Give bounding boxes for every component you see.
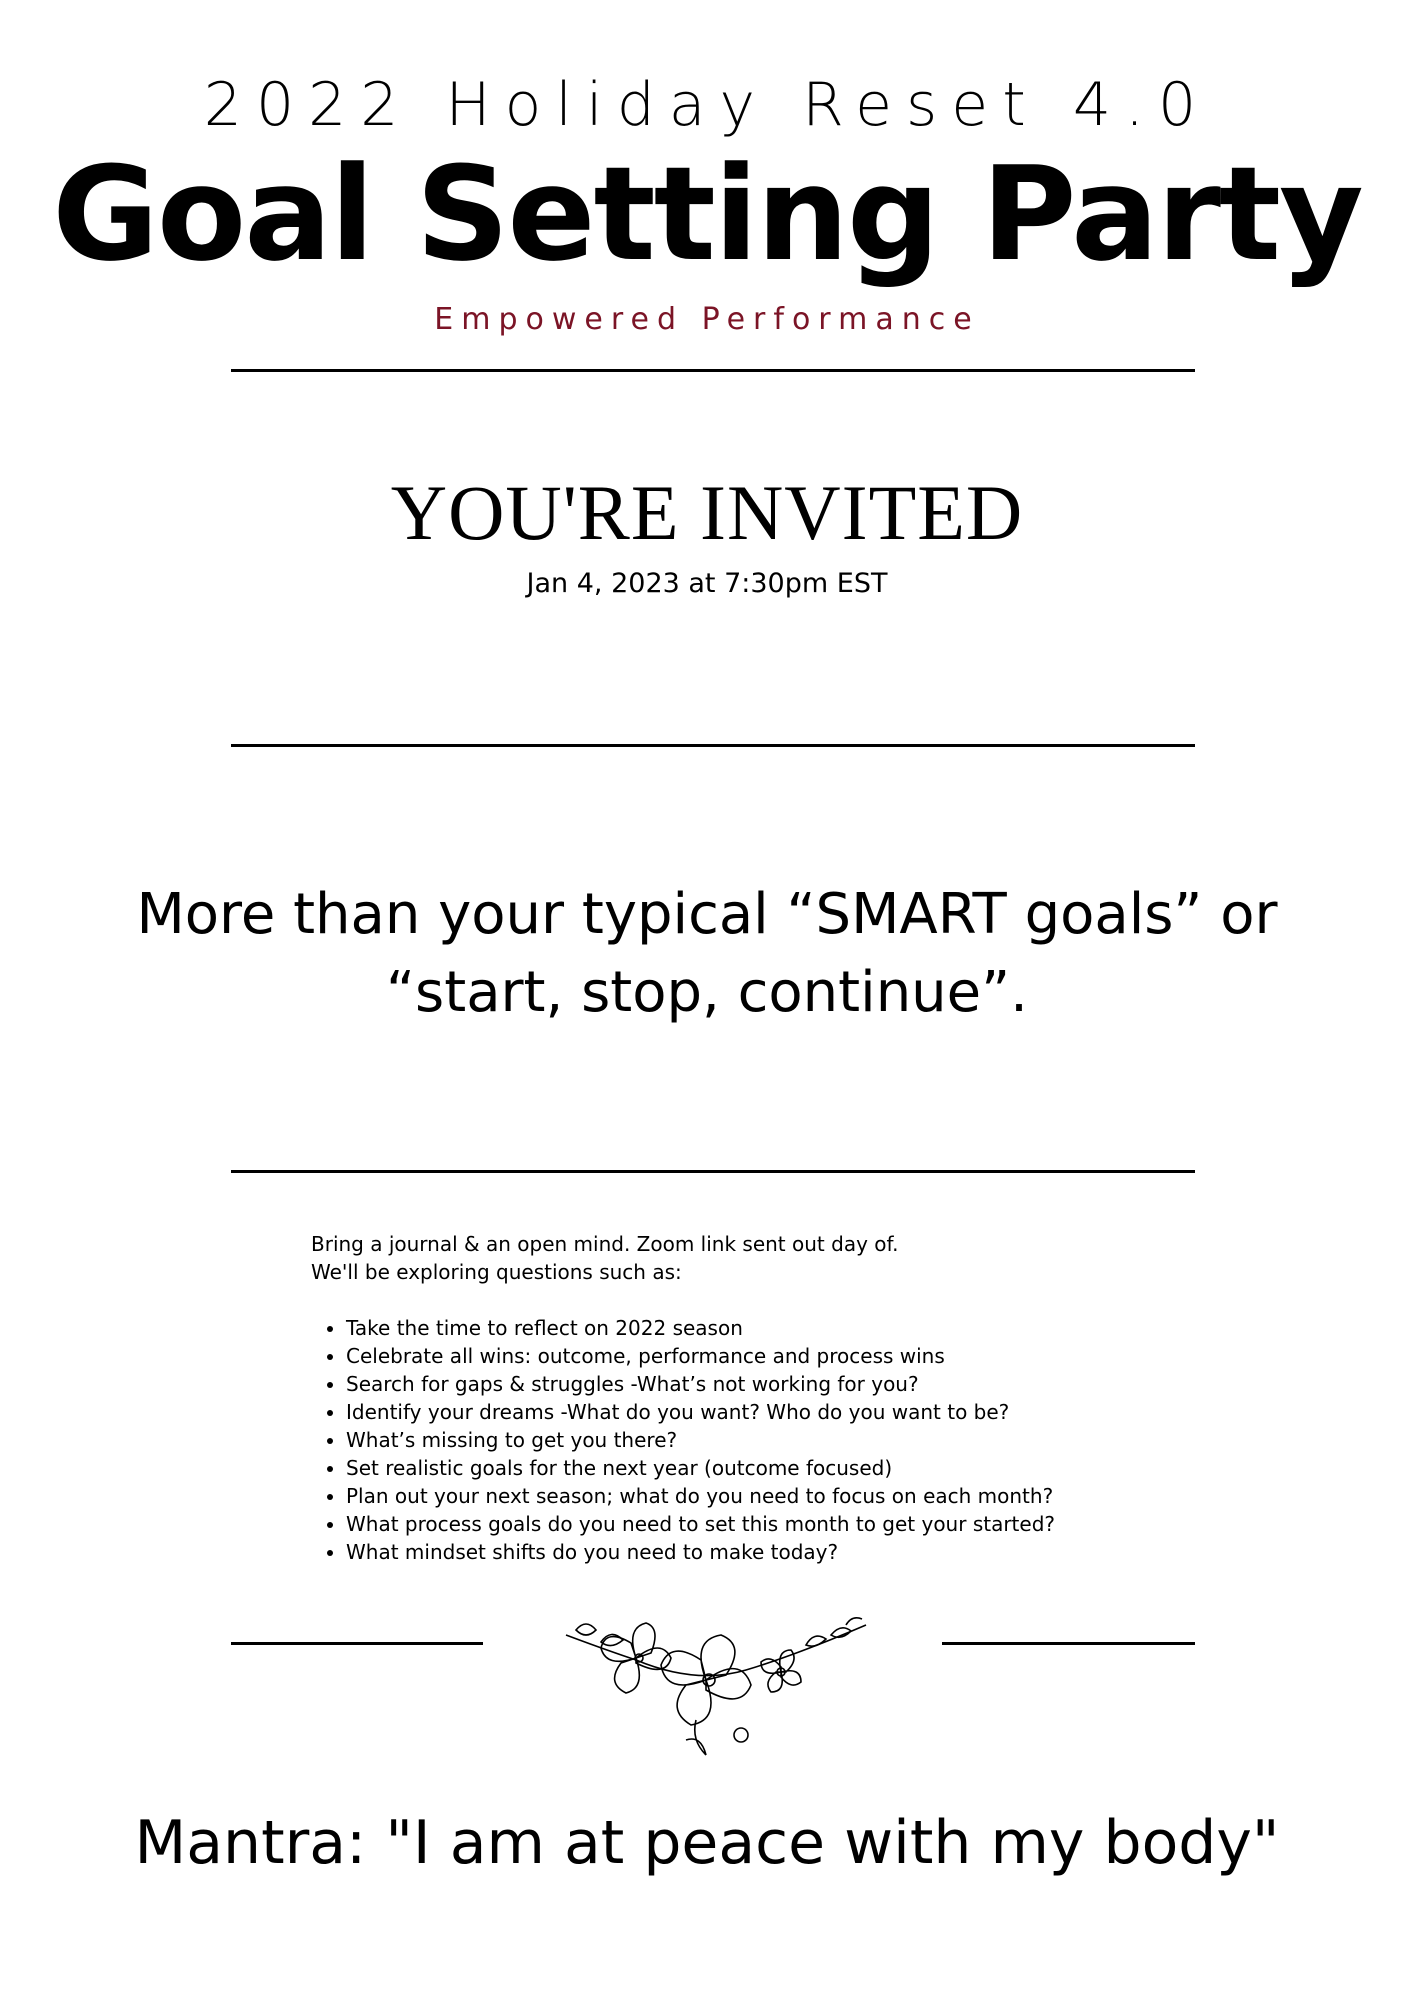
event-subtitle: 2022 Holiday Reset 4.0 bbox=[203, 70, 1211, 140]
list-item: • Plan out your next season; what do you need to focus on each month? bbox=[346, 1482, 1055, 1510]
divider-left bbox=[231, 1642, 483, 1645]
list-item: • What mindset shifts do you need to make today? bbox=[346, 1538, 1055, 1566]
mantra: Mantra: "I am at peace with my body" bbox=[134, 1808, 1280, 1878]
list-item: • Set realistic goals for the next year (outcome focused) bbox=[346, 1454, 1055, 1482]
list-item: • Search for gaps & struggles -What’s not working for you? bbox=[346, 1370, 1055, 1398]
list-item: • What process goals do you need to set this month to get your started? bbox=[346, 1510, 1055, 1538]
invite-heading: YOU'RE INVITED bbox=[390, 469, 1024, 556]
brand-name: Empowered Performance bbox=[434, 302, 980, 337]
tagline-line: More than your typical “SMART goals” or bbox=[136, 882, 1278, 947]
event-date: Jan 4, 2023 at 7:30pm EST bbox=[526, 568, 888, 599]
divider bbox=[231, 369, 1195, 372]
divider-right bbox=[942, 1642, 1195, 1645]
list-item: • Take the time to reflect on 2022 season bbox=[346, 1314, 1055, 1342]
list-item: • What’s missing to get you there? bbox=[346, 1426, 1055, 1454]
list-item: • Celebrate all wins: outcome, performance and process wins bbox=[346, 1342, 1055, 1370]
details-intro: Bring a journal & an open mind. Zoom link sent out day of. bbox=[311, 1232, 899, 1256]
tagline-line: “start, stop, continue”. bbox=[386, 960, 1028, 1025]
list-item: • Identify your dreams -What do you want? Who do you want to be? bbox=[346, 1398, 1055, 1426]
question-list bbox=[311, 1314, 1055, 1566]
floral-illustration-icon bbox=[546, 1600, 876, 1760]
divider bbox=[231, 1170, 1195, 1173]
details-intro: We'll be exploring questions such as: bbox=[311, 1260, 682, 1284]
page-title: Goal Setting Party bbox=[52, 138, 1362, 290]
tagline bbox=[0, 876, 1414, 1032]
divider bbox=[231, 744, 1195, 747]
event-details bbox=[311, 1230, 1055, 1566]
